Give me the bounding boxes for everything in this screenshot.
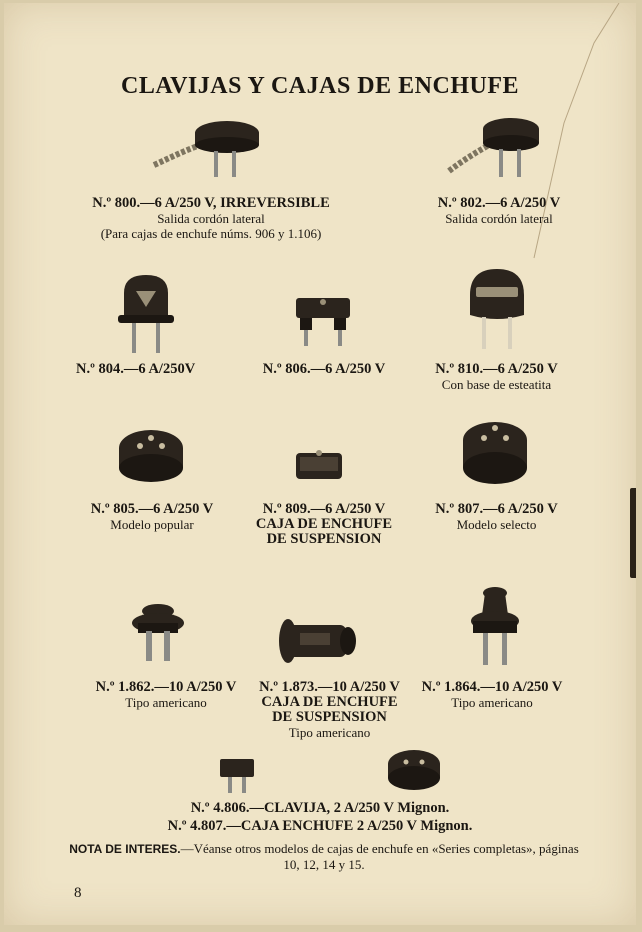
product-805-caption (82, 502, 222, 532)
plug-with-cord-icon (152, 113, 262, 185)
product-detail: Modelo popular (110, 517, 194, 532)
plug-with-cord-icon (447, 113, 542, 181)
steatite-plug-icon (462, 265, 532, 353)
page-title: CLAVIJAS Y CAJAS DE ENCHUFE (120, 73, 519, 99)
mignon-socket-icon (386, 746, 442, 794)
product-802-caption (424, 196, 574, 226)
product-1864-caption (412, 680, 572, 710)
product-code: N.º 802.—6 A/250 V (437, 195, 561, 211)
product-810-caption (424, 362, 569, 392)
catalog-page (4, 3, 636, 925)
product-code: N.º 806.—6 A/250 V (262, 361, 386, 377)
suspension-socket-icon (276, 615, 358, 667)
product-detail: Tipo americano (288, 725, 371, 740)
product-code: N.º 1.862.—10 A/250 V (95, 679, 237, 695)
product-detail: Salida cordón lateral (157, 211, 265, 226)
note-text: —Véanse otros modelos de cajas de enchufe en «Series completas», páginas 10, 12, 14 y 15. (180, 841, 579, 872)
page-number: 8 (74, 885, 82, 901)
product-detail: Modelo selecto (456, 517, 537, 532)
mignon-socket-line: N.º 4.807.—CAJA ENCHUFE 2 A/250 V Mignon. (167, 818, 473, 834)
product-800-caption (76, 196, 346, 241)
product-1862-caption (86, 680, 246, 710)
mignon-plug-line: N.º 4.806.—CLAVIJA, 2 A/250 V Mignon. (190, 800, 450, 816)
product-804-caption (76, 362, 196, 377)
product-code: N.º 809.—6 A/250 V (262, 501, 386, 517)
product-detail: Tipo americano (451, 695, 533, 710)
product-code: N.º 810.—6 A/250 V (435, 361, 558, 377)
product-type: DE SUSPENSION (272, 709, 387, 725)
product-type: DE SUSPENSION (266, 531, 382, 547)
interest-note (64, 841, 584, 873)
round-socket-icon (114, 426, 188, 488)
page-tab (630, 488, 636, 578)
mignon-plug-icon (216, 755, 258, 795)
product-type: CAJA DE ENCHUFE (255, 516, 393, 532)
product-type: CAJA DE ENCHUFE (261, 694, 398, 710)
product-code: N.º 800.—6 A/250 V, IRREVERSIBLE (92, 195, 330, 211)
product-detail: Tipo americano (125, 695, 207, 710)
flat-plug-icon (292, 294, 354, 348)
product-detail: Salida cordón lateral (445, 211, 553, 226)
round-socket-icon (460, 418, 530, 488)
product-code: N.º 804.—6 A/250V (76, 361, 196, 377)
product-806-caption (254, 362, 394, 377)
american-plug-icon (128, 601, 188, 665)
product-code: N.º 1.864.—10 A/250 V (421, 679, 563, 695)
suspension-socket-icon (294, 449, 344, 485)
cylindrical-plug-icon (114, 273, 178, 357)
product-detail: (Para cajas de enchufe núms. 906 y 1.106) (100, 226, 322, 241)
product-code: N.º 1.873.—10 A/250 V (259, 679, 400, 695)
product-code: N.º 805.—6 A/250 V (90, 501, 214, 517)
product-1873-caption (247, 680, 412, 740)
product-detail: Con base de esteatita (441, 377, 552, 392)
note-label: NOTA DE INTERES. (69, 842, 181, 856)
product-code: N.º 807.—6 A/250 V (435, 501, 558, 517)
product-809-caption (244, 502, 404, 547)
product-807-caption (424, 502, 569, 532)
american-plug-icon (468, 585, 522, 669)
